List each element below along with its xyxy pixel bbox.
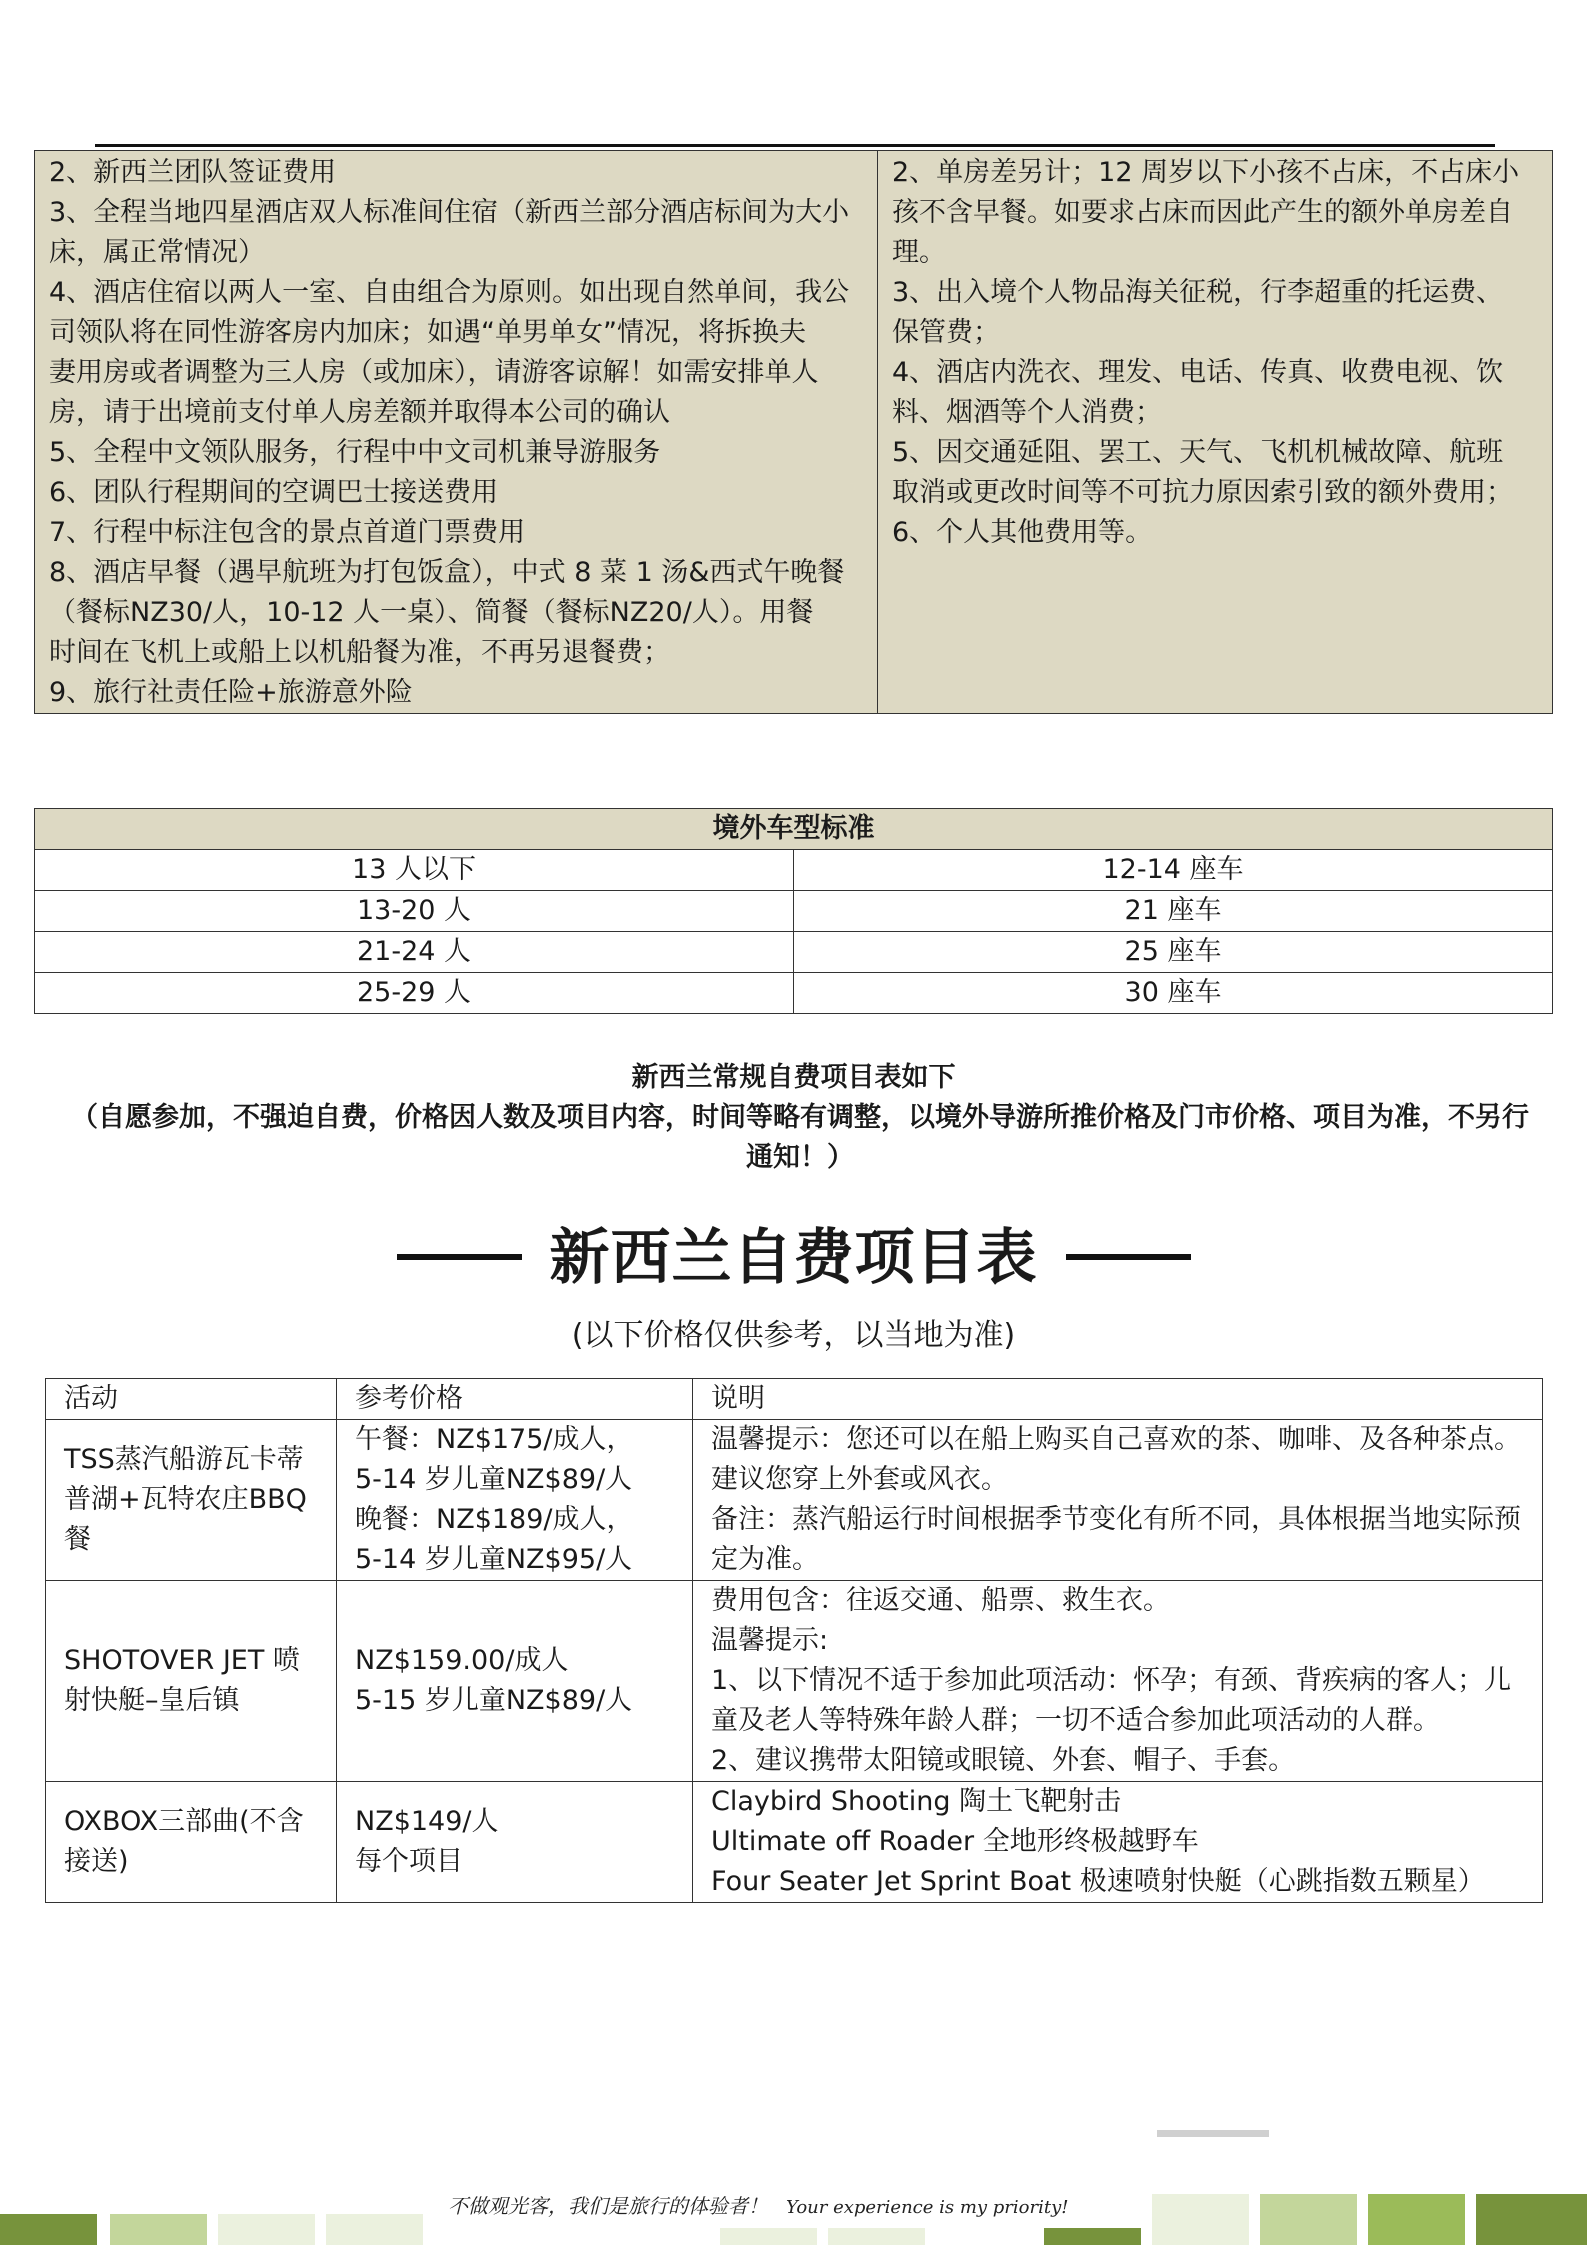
incl-line: 司领队将在同性游客房内加床；如遇“单男单女”情况，将拆换夫 bbox=[49, 317, 806, 348]
footer-slogan bbox=[448, 2190, 1069, 2219]
excl-line: 料、烟酒等个人消费； bbox=[892, 397, 1162, 428]
vehicle-table-title: 境外车型标准 bbox=[35, 809, 1553, 850]
incl-line: 房，请于出境前支付单人房差额并取得本公司的确认 bbox=[49, 397, 670, 428]
excl-line: 4、酒店内洗衣、理发、电话、传真、收费电视、饮 bbox=[892, 357, 1504, 388]
footer-block-light bbox=[1260, 2194, 1357, 2245]
price-line: 5-14 岁儿童NZ$95/人 bbox=[355, 1544, 633, 1575]
price-line: NZ$159.00/成人 bbox=[355, 1645, 569, 1676]
activity-cell: TSS蒸汽船游瓦卡蒂普湖+瓦特农庄BBQ餐 bbox=[46, 1420, 337, 1581]
vehicle-cell: 21 座车 bbox=[794, 891, 1553, 932]
exclusions-right-cell bbox=[878, 151, 1553, 714]
excl-line: 理。 bbox=[892, 237, 946, 268]
title-dash-right bbox=[1066, 1254, 1191, 1260]
slogan-cn: 不做观光客，我们是旅行的体验者！ bbox=[448, 2194, 768, 2218]
activity-cell: SHOTOVER JET 喷射快艇–皇后镇 bbox=[46, 1581, 337, 1782]
group-size-cell: 25-29 人 bbox=[35, 973, 794, 1014]
group-size-cell: 13-20 人 bbox=[35, 891, 794, 932]
description-cell bbox=[693, 1581, 1543, 1782]
desc-line: 1、以下情况不适于参加此项活动：怀孕；有颈、背疾病的客人；儿童及老人等特殊年龄人群；一切不适合参加此项活动的人群。 bbox=[711, 1665, 1512, 1736]
footer-block-dark bbox=[0, 2214, 97, 2245]
footer-block-mid bbox=[1368, 2194, 1465, 2245]
incl-line: （餐标NZ30/人，10-12 人一桌）、简餐（餐标NZ20/人）。用餐 bbox=[49, 597, 814, 628]
slogan-en: Your experience is my priority! bbox=[786, 2197, 1069, 2218]
page-subtitle: (以下价格仅供参考，以当地为准) bbox=[571, 1318, 1016, 1353]
column-header: 活动 bbox=[46, 1379, 337, 1420]
price-cell bbox=[337, 1581, 693, 1782]
inclusions-left-cell bbox=[35, 151, 878, 714]
table-row bbox=[46, 1782, 1543, 1903]
desc-line: 备注：蒸汽船运行时间根据季节变化有所不同，具体根据当地实际预定为准。 bbox=[711, 1504, 1521, 1575]
table-row bbox=[35, 973, 1553, 1014]
price-line: 晚餐：NZ$189/成人， bbox=[355, 1504, 634, 1535]
table-row bbox=[35, 932, 1553, 973]
footer-block-pale bbox=[828, 2228, 925, 2245]
incl-line: 5、全程中文领队服务，行程中中文司机兼导游服务 bbox=[49, 437, 661, 468]
incl-line: 4、酒店住宿以两人一室、自由组合为原则。如出现自然单间，我公 bbox=[49, 277, 850, 308]
footer-block-light bbox=[110, 2214, 207, 2245]
incl-line: 床，属正常情况） bbox=[49, 237, 265, 268]
excl-line: 保管费； bbox=[892, 317, 1000, 348]
desc-line: 温馨提示: bbox=[711, 1625, 829, 1656]
title-dash-left bbox=[397, 1254, 522, 1260]
footer-block-dark bbox=[1476, 2194, 1587, 2245]
vehicle-cell: 25 座车 bbox=[794, 932, 1553, 973]
incl-line: 时间在飞机上或船上以机船餐为准，不再另退餐费； bbox=[49, 637, 670, 668]
incl-line: 9、旅行社责任险+旅游意外险 bbox=[49, 677, 413, 708]
price-cell bbox=[337, 1420, 693, 1581]
footer-block-dark bbox=[1044, 2228, 1141, 2245]
incl-line: 7、行程中标注包含的景点首道门票费用 bbox=[49, 517, 526, 548]
incl-line: 妻用房或者调整为三人房（或加床），请游客谅解！如需安排单人 bbox=[49, 357, 819, 388]
activity-cell: OXBOX三部曲(不含接送) bbox=[46, 1782, 337, 1903]
price-line: 午餐：NZ$175/成人， bbox=[355, 1424, 634, 1455]
table-row bbox=[35, 891, 1553, 932]
footer-divider bbox=[1157, 2130, 1269, 2137]
optional-note-title: 新西兰常规自费项目表如下 bbox=[631, 1062, 956, 1093]
column-header: 参考价格 bbox=[337, 1379, 693, 1420]
excl-line: 6、个人其他费用等。 bbox=[892, 517, 1153, 548]
price-line: 5-15 岁儿童NZ$89/人 bbox=[355, 1685, 633, 1716]
excl-line: 孩不含早餐。如要求占床而因此产生的额外单房差自 bbox=[892, 197, 1513, 228]
table-row bbox=[35, 850, 1553, 891]
optional-note-body: （自愿参加，不强迫自费，价格因人数及项目内容，时间等略有调整，以境外导游所推价格及门市价格、项目为准，不另行通知！） bbox=[71, 1102, 1529, 1173]
excl-line: 2、单房差另计；12 周岁以下小孩不占床，不占床小 bbox=[892, 157, 1520, 188]
footer-block-pale bbox=[326, 2214, 423, 2245]
incl-line: 2、新西兰团队签证费用 bbox=[49, 157, 337, 188]
footer-block-pale bbox=[218, 2214, 315, 2245]
price-line: NZ$149/人 bbox=[355, 1806, 499, 1837]
incl-line: 6、团队行程期间的空调巴士接送费用 bbox=[49, 477, 499, 508]
excl-line: 取消或更改时间等不可抗力原因索引致的额外费用； bbox=[892, 477, 1513, 508]
incl-line: 3、全程当地四星酒店双人标准间住宿（新西兰部分酒店标间为大小 bbox=[49, 197, 850, 228]
desc-line: 2、建议携带太阳镜或眼镜、外套、帽子、手套。 bbox=[711, 1745, 1296, 1776]
excl-line: 5、因交通延阻、罢工、天气、飞机机械故障、航班 bbox=[892, 437, 1504, 468]
vehicle-cell: 12-14 座车 bbox=[794, 850, 1553, 891]
inclusions-table bbox=[34, 150, 1553, 714]
footer-block-pale bbox=[720, 2228, 817, 2245]
desc-line: Claybird Shooting 陶土飞靶射击 bbox=[711, 1786, 1122, 1817]
column-header: 说明 bbox=[693, 1379, 1543, 1420]
description-cell bbox=[693, 1782, 1543, 1903]
footer-block-pale bbox=[1152, 2194, 1249, 2245]
table-row bbox=[46, 1581, 1543, 1782]
price-cell bbox=[337, 1782, 693, 1903]
price-line: 5-14 岁儿童NZ$89/人 bbox=[355, 1464, 633, 1495]
group-size-cell: 21-24 人 bbox=[35, 932, 794, 973]
table-row bbox=[46, 1420, 1543, 1581]
excl-line: 3、出入境个人物品海关征税，行李超重的托运费、 bbox=[892, 277, 1504, 308]
page-title-text: 新西兰自费项目表 bbox=[549, 1223, 1038, 1293]
description-cell bbox=[693, 1420, 1543, 1581]
desc-line: 温馨提示：您还可以在船上购买自己喜欢的茶、咖啡、及各种茶点。建议您穿上外套或风衣。 bbox=[711, 1424, 1521, 1495]
top-rule bbox=[95, 144, 1495, 147]
desc-line: Ultimate off Roader 全地形终极越野车 bbox=[711, 1826, 1199, 1857]
price-line: 每个项目 bbox=[355, 1846, 463, 1877]
vehicle-standard-table bbox=[34, 808, 1553, 1014]
vehicle-cell: 30 座车 bbox=[794, 973, 1553, 1014]
group-size-cell: 13 人以下 bbox=[35, 850, 794, 891]
optional-activities-table bbox=[45, 1378, 1543, 1903]
desc-line: Four Seater Jet Sprint Boat 极速喷射快艇（心跳指数五颗星） bbox=[711, 1866, 1485, 1897]
desc-line: 费用包含：往返交通、船票、救生衣。 bbox=[711, 1585, 1170, 1616]
incl-line: 8、酒店早餐（遇早航班为打包饭盒），中式 8 菜 1 汤&西式午晚餐 bbox=[49, 557, 845, 588]
page-title bbox=[0, 1218, 1587, 1298]
